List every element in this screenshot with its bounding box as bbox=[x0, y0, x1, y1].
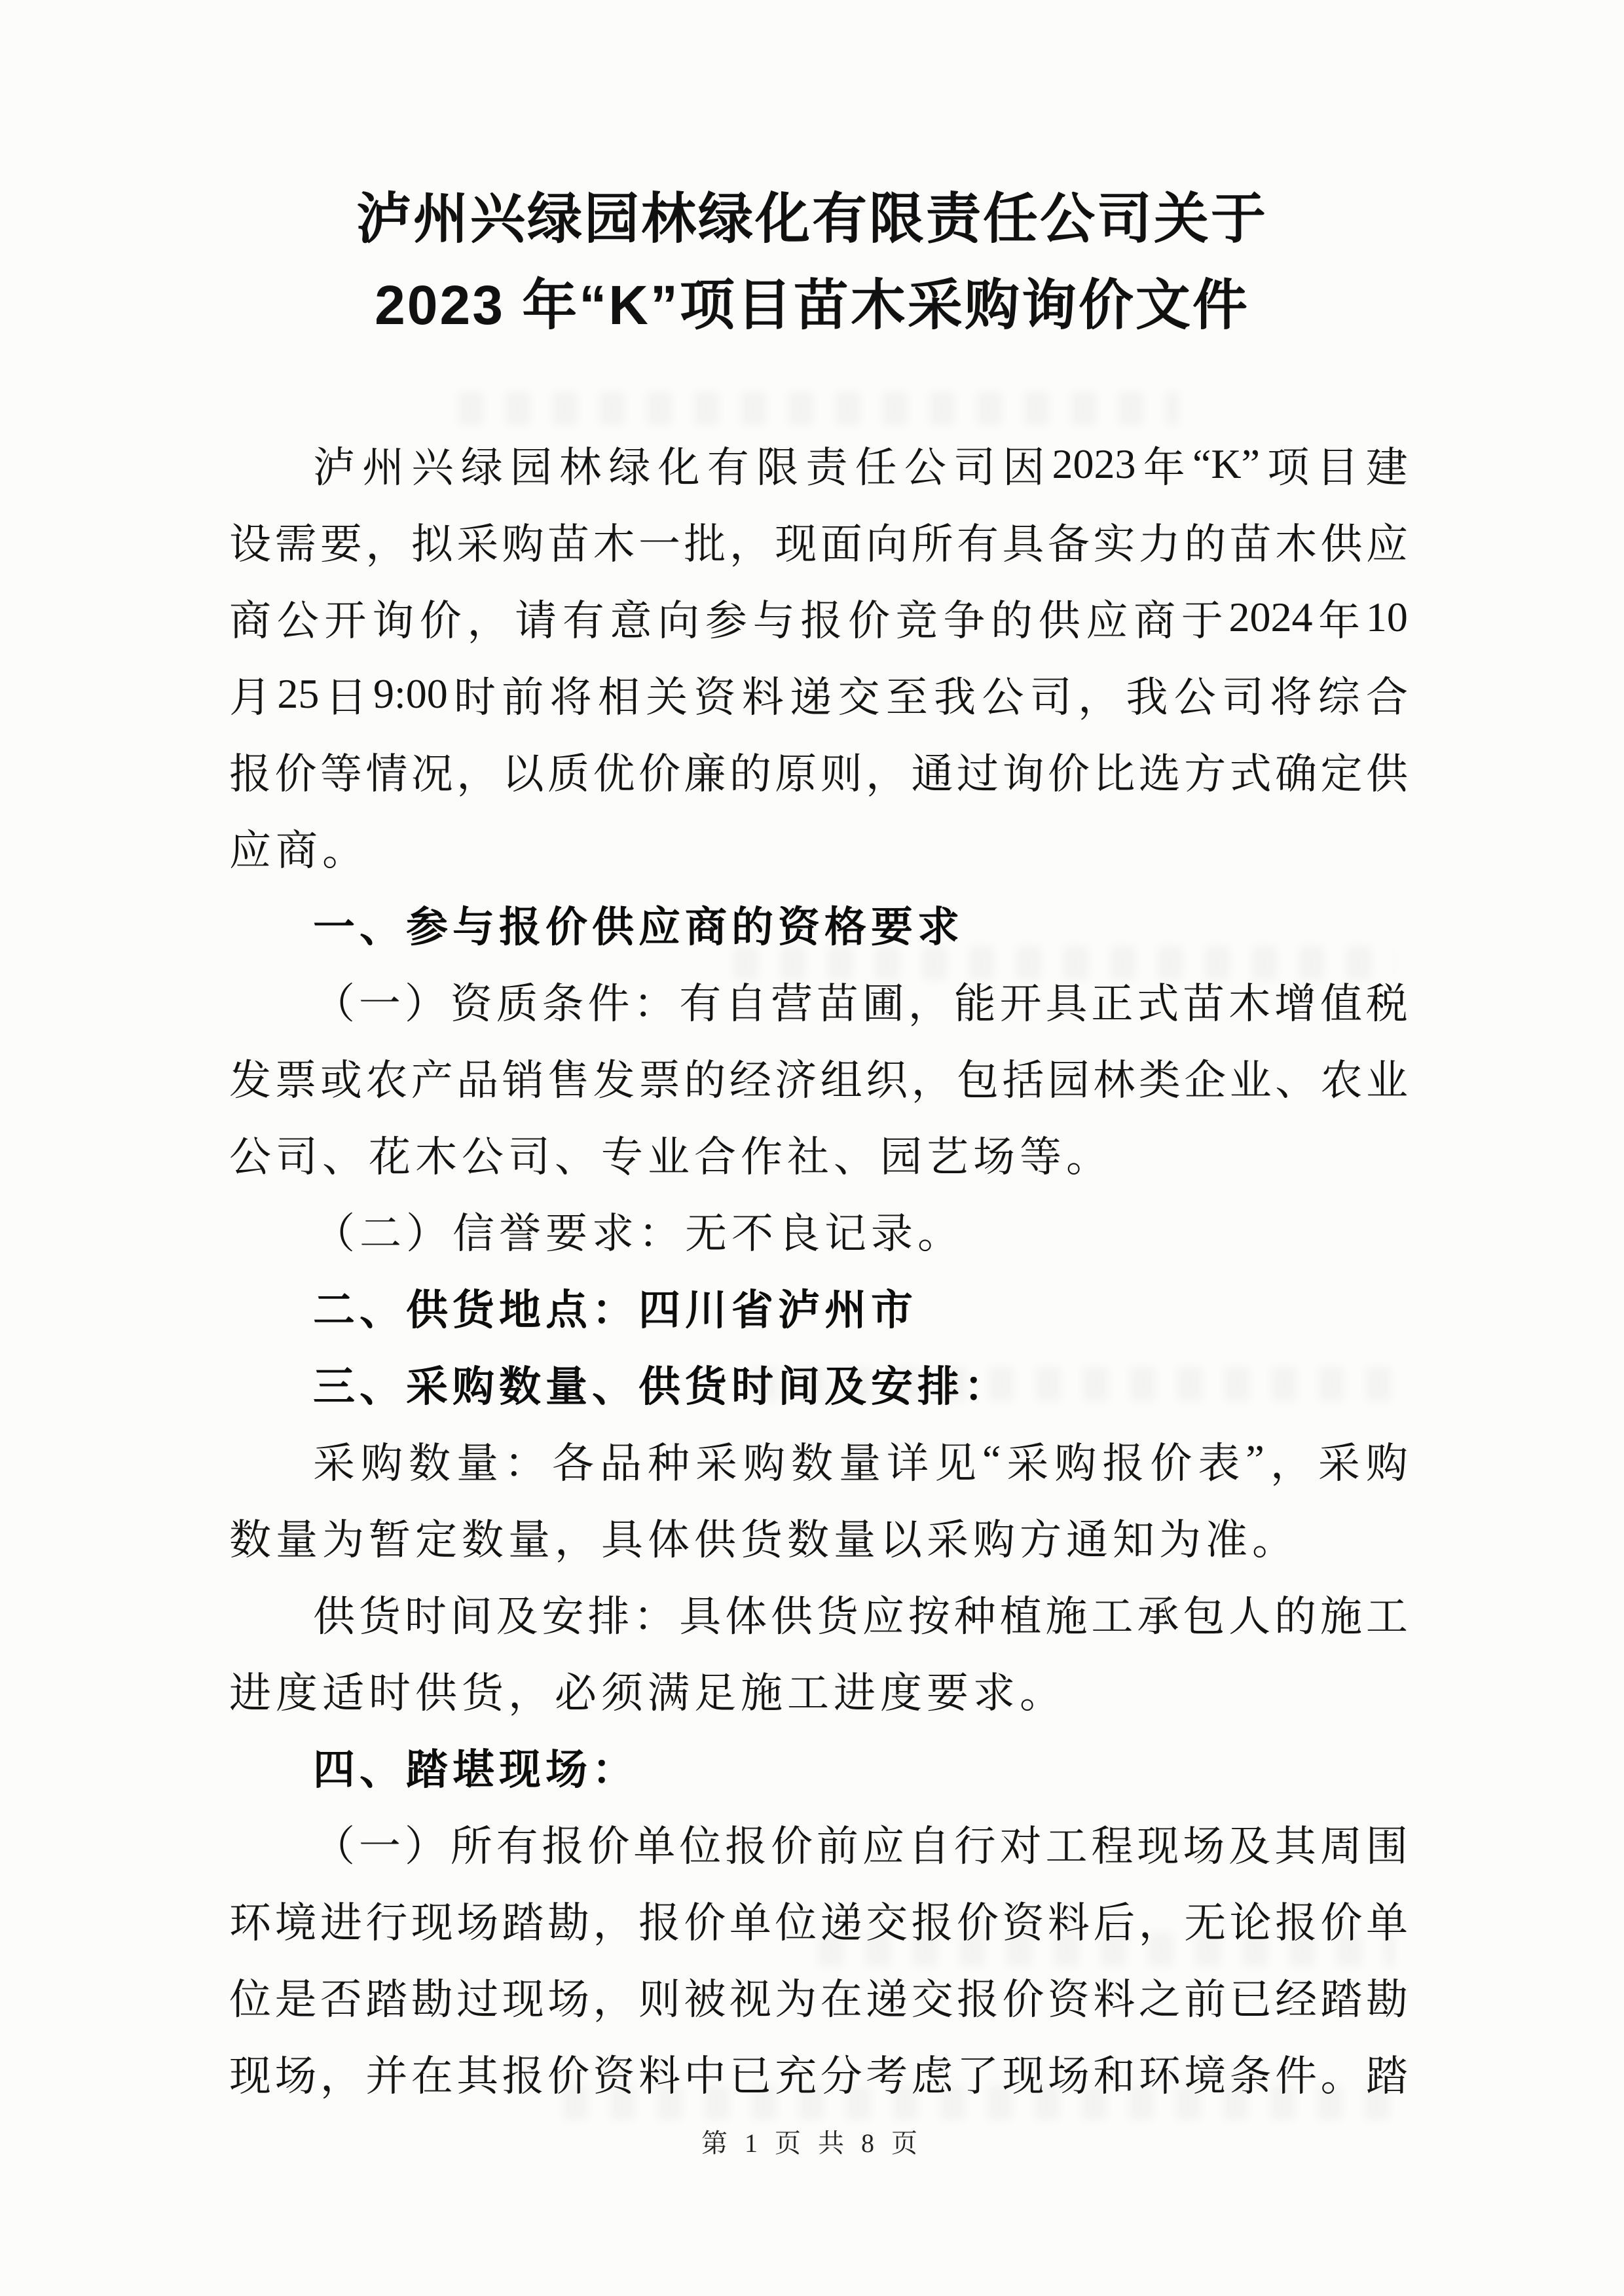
heading-line: 四、踏堪现场： bbox=[313, 1745, 638, 1793]
text-line: （ 一 ） 资 质 条 件 ： 有 自 营 苗 圃 ， 能 开 具 正 式 苗 木 增 值 税 bbox=[313, 980, 1408, 1027]
text-line: 采 购 数 量 ： 各 品 种 采 购 数 量 详 见 “ 采 购 报 价 表 ” ， 采 购 bbox=[313, 1436, 1408, 1487]
text-line: 环 境 进 行 现 场 踏 勘 ， 报 价 单 位 递 交 报 价 资 料 后 ， 无 论 报 价 单 bbox=[229, 1899, 1408, 1946]
scan-noise bbox=[458, 392, 1179, 426]
text-line: 设 需 要 ， 拟 采 购 苗 木 一 批 ， 现 面 向 所 有 具 备 实 力 的 苗 木 供 应 bbox=[229, 520, 1408, 568]
text-line: （ 一 ） 所 有 报 价 单 位 报 价 前 应 自 行 对 工 程 现 场 及 其 周 围 bbox=[313, 1823, 1408, 1870]
document-title bbox=[223, 175, 1401, 348]
text-line: （二）信誉要求：无不良记录。 bbox=[313, 1210, 964, 1257]
text-line: 位 是 否 踏 勘 过 现 场 ， 则 被 视 为 在 递 交 报 价 资 料 之 前 已 经 踏 勘 bbox=[229, 1976, 1408, 2023]
text-line: 泸 州 兴 绿 园 林 绿 化 有 限 责 任 公 司 因 2023 年 “K” 项 目 建 bbox=[313, 440, 1408, 491]
heading-line: 一、参与报价供应商的资格要求 bbox=[313, 903, 964, 951]
text-line: 数量为暂定数量，具体供货数量以采购方通知为准。 bbox=[229, 1516, 1299, 1563]
text-line: 进度适时供货，必须满足施工进度要求。 bbox=[229, 1669, 1066, 1717]
document-title-line-1: 泸州兴绿园林绿化有限责任公司关于 bbox=[356, 188, 1268, 249]
page-number-footer: 第 1 页 共 8 页 bbox=[701, 2128, 923, 2158]
text-line: 报 价 等 情 况 ， 以 质 优 价 廉 的 原 则 ， 通 过 询 价 比 选 方 式 确 定 供 bbox=[229, 750, 1408, 797]
text-line: 公司、花木公司、专业合作社、园艺场等。 bbox=[229, 1133, 1113, 1180]
heading-line: 三、采购数量、供货时间及安排： bbox=[313, 1362, 1010, 1410]
text-line: 现 场 ， 并 在 其 报 价 资 料 中 已 充 分 考 虑 了 现 场 和 环 境 条 件 。 踏 bbox=[229, 2052, 1408, 2100]
document-title-line-2: 2023 年“K”项目苗木采购询价文件 bbox=[375, 274, 1249, 336]
text-line: 月 25 日 9:00 时 前 将 相 关 资 料 递 交 至 我 公 司 ， 我 公 司 将 综 合 bbox=[229, 670, 1408, 721]
text-line: 发 票 或 农 产 品 销 售 发 票 的 经 济 组 织 ， 包 括 园 林 类 企 业 、 农 业 bbox=[229, 1057, 1408, 1104]
text-line: 供 货 时 间 及 安 排 ： 具 体 供 货 应 按 种 植 施 工 承 包 人 的 施 工 bbox=[313, 1593, 1408, 1640]
text-line: 商 公 开 询 价 ， 请 有 意 向 参 与 报 价 竞 争 的 供 应 商 于 2024 年 10 bbox=[229, 593, 1408, 644]
heading-line: 二、供货地点：四川省泸州市 bbox=[313, 1286, 917, 1334]
document-body bbox=[229, 426, 1408, 2111]
text-line: 应商。 bbox=[229, 827, 369, 874]
